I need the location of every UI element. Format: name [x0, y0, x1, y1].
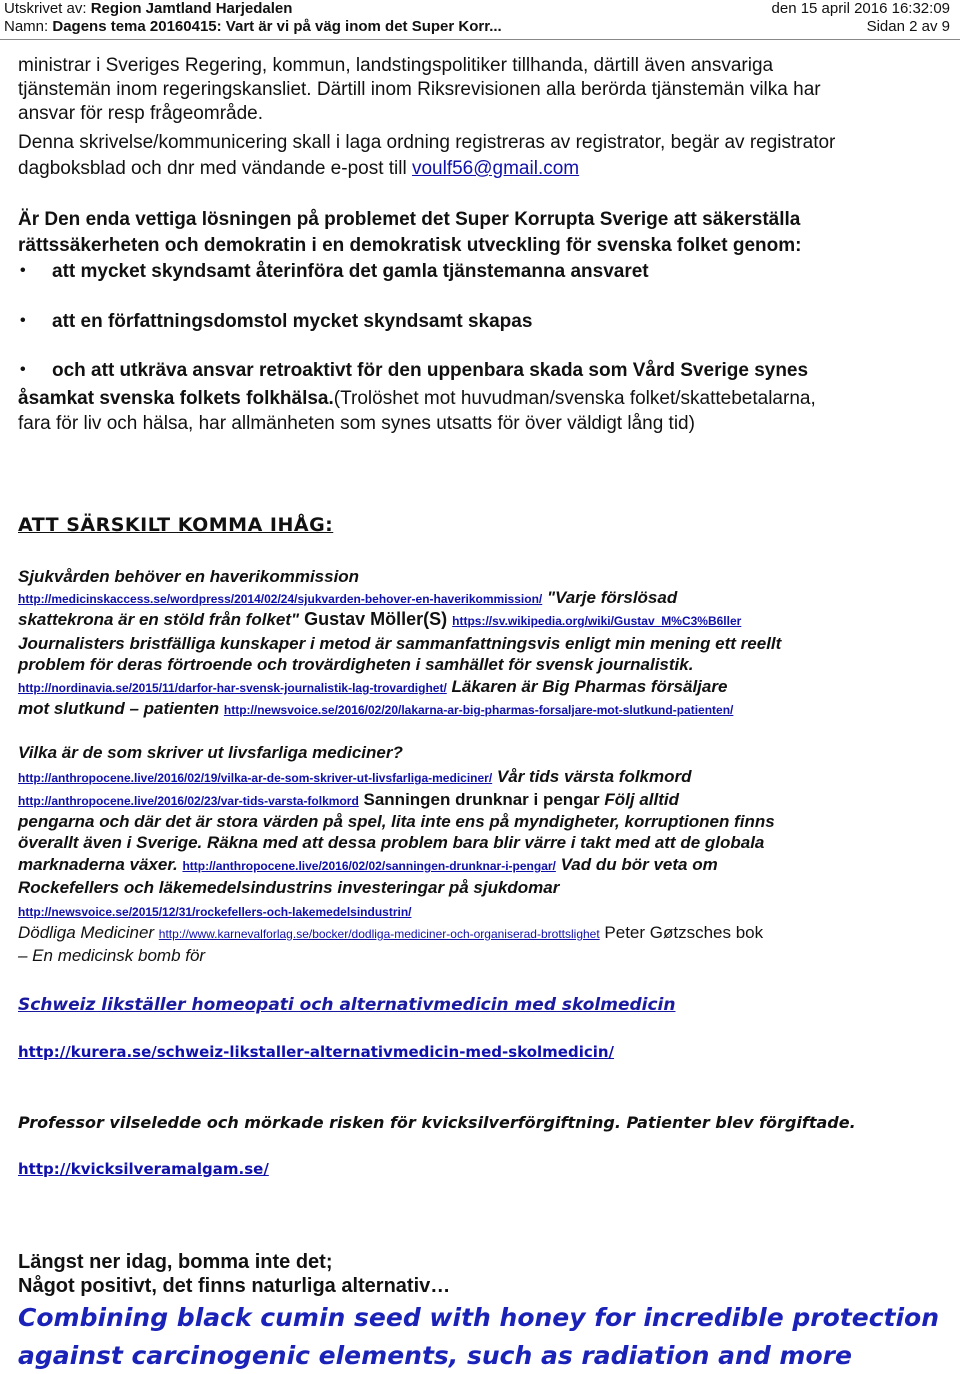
- ref-link[interactable]: http://newsvoice.se/2015/12/31/rockefellers-och-lakemedelsindustrin/: [18, 905, 412, 919]
- ref-link[interactable]: http://anthropocene.live/2016/02/19/vilka-ar-de-som-skriver-ut-livsfarliga-mediciner/: [18, 771, 493, 785]
- intro-text: dagboksblad och dnr med vändande e-post till: [18, 158, 412, 179]
- ref-text: mot slutkund – patienten: [18, 699, 224, 718]
- ref-text: Läkaren är Big Pharmas försäljare: [446, 677, 728, 696]
- ref-line: [18, 766, 692, 787]
- professor-text: Professor vilseledde och mörkade risken för kvicksilverförgiftning. Patienter blev förgiftade.: [18, 1113, 856, 1132]
- bullet-item: och att utkräva ansvar retroaktivt för den uppenbara skada som Vård Sverige synes: [52, 360, 809, 381]
- solution-bold-text: åsamkat svenska folkets folkhälsa.: [18, 388, 334, 409]
- ref-line: [18, 609, 741, 630]
- ref-text: Journalisters bristfälliga kunskaper i metod är sammanfattningsvis enligt min mening ett reellt: [18, 634, 782, 653]
- bullet-item: att en författningsdomstol mycket skyndsamt skapas: [52, 311, 533, 332]
- ref-line: [18, 698, 733, 719]
- printed-by-label: Utskrivet av:: [4, 0, 91, 17]
- ref-line: [18, 923, 763, 943]
- ref-text: Peter Gøtzsches bok: [599, 923, 764, 942]
- print-header-line1: [4, 0, 950, 18]
- page-indicator: Sidan 2 av 9: [866, 18, 950, 35]
- closing-line: Längst ner idag, bomma inte det;: [18, 1251, 333, 1273]
- bullet-icon: •: [20, 262, 26, 279]
- ref-link[interactable]: http://medicinskaccess.se/wordpress/2014/02/24/sjukvarden-behover-en-haverikommission/: [18, 592, 543, 606]
- ref-line: [18, 903, 412, 921]
- ref-author: Gustav Möller(S): [299, 609, 453, 629]
- print-header-line2: [4, 18, 950, 36]
- ref-link[interactable]: https://sv.wikipedia.org/wiki/Gustav_M%C3%B6ller: [452, 614, 742, 628]
- solution-line: [18, 387, 816, 411]
- ref-quote: skattekrona är en stöld från folket": [18, 610, 300, 629]
- name-label: Namn:: [4, 18, 53, 35]
- intro-line: tjänstemän inom regeringskansliet. Därtill inom Riksrevisionen alla berörda tjänstemän vilka har: [18, 79, 821, 100]
- ref-text: Rockefellers och läkemedelsindustrins investeringar på sjukdomar: [18, 878, 560, 897]
- document-name: Dagens tema 20160415: Vart är vi på väg inom det Super Korr...: [52, 18, 502, 35]
- ref-link[interactable]: http://anthropocene.live/2016/02/02/sanningen-drunknar-i-pengar/: [182, 859, 556, 873]
- ref-line: [18, 854, 718, 875]
- ref-line: [18, 789, 679, 810]
- intro-line: [18, 157, 579, 181]
- intro-line: ministrar i Sveriges Regering, kommun, landstingspolitiker tillhanda, därtill även ansvariga: [18, 55, 774, 76]
- ref-line: [18, 587, 677, 608]
- ref-text: Vår tids värsta folkmord: [492, 767, 692, 786]
- print-datetime: den 15 april 2016 16:32:09: [771, 0, 950, 17]
- header-divider: [0, 39, 960, 40]
- ref-line: [18, 676, 727, 697]
- ref-link[interactable]: http://nordinavia.se/2015/11/darfor-har-svensk-journalistik-lag-trovardighet/: [18, 681, 447, 695]
- closing-headline: against carcinogenic elements, such as radiation and more: [18, 1341, 852, 1370]
- ref-text: Vilka är de som skriver ut livsfarliga mediciner?: [18, 743, 403, 762]
- ref-text: Dödliga Mediciner: [18, 923, 159, 942]
- closing-headline: Combining black cumin seed with honey for incredible protection: [18, 1303, 940, 1332]
- solution-line: fara för liv och hälsa, har allmänheten som synes utsatts för över väldigt lång tid): [18, 413, 695, 434]
- ref-text: Följ alltid: [604, 790, 679, 809]
- ref-text: Vad du bör veta om: [555, 855, 718, 874]
- professor-link[interactable]: http://kvicksilveramalgam.se/: [18, 1160, 269, 1178]
- swiss-link[interactable]: http://kurera.se/schweiz-likstaller-alternativmedicin-med-skolmedicin/: [18, 1043, 615, 1061]
- solution-line: rättssäkerheten och demokratin i en demokratisk utveckling för svenska folket genom:: [18, 235, 802, 256]
- ref-text: marknaderna växer.: [18, 855, 183, 874]
- ref-link[interactable]: http://newsvoice.se/2016/02/20/lakarna-ar-big-pharmas-forsaljare-mot-slutkund-patienten/: [223, 703, 734, 717]
- ref-quote: "Varje förslösad: [542, 588, 678, 607]
- closing-line: Något positivt, det finns naturliga alternativ…: [18, 1275, 451, 1297]
- ref-text: Sanningen drunknar i pengar: [358, 790, 605, 809]
- ref-text: – En medicinsk bomb för: [18, 946, 206, 965]
- ref-link[interactable]: http://www.karnevalforlag.se/bocker/dodliga-mediciner-och-organiserad-brottslighet: [158, 927, 600, 941]
- ref-text: pengarna och där det är stora värden på spel, lita inte ens på myndigheter, korruptionen finns: [18, 812, 775, 831]
- ref-text: problem för deras förtroende och trovärdigheten i samhället för svensk journalistik.: [18, 655, 694, 674]
- ref-text: överallt även i Sverige. Räkna med att dessa problem bara blir värre i takt med att de globala: [18, 833, 765, 852]
- ref-link[interactable]: http://anthropocene.live/2016/02/23/var-tids-varsta-folkmord: [18, 794, 359, 808]
- bullet-item: att mycket skyndsamt återinföra det gamla tjänstemanna ansvaret: [52, 261, 649, 282]
- section-heading: ATT SÄRSKILT KOMMA IHÅG:: [18, 514, 334, 536]
- intro-line: Denna skrivelse/kommunicering skall i laga ordning registreras av registrator, begär av registrator: [18, 132, 836, 153]
- solution-line: Är Den enda vettiga lösningen på problemet det Super Korrupta Sverige att säkerställa: [18, 209, 801, 230]
- intro-line: ansvar för resp frågeområde.: [18, 103, 264, 124]
- bullet-icon: •: [20, 361, 26, 378]
- email-link[interactable]: voulf56@gmail.com: [411, 158, 580, 179]
- printed-by: Region Jamtland Harjedalen: [90, 0, 293, 17]
- swiss-title-link[interactable]: Schweiz likställer homeopati och alternativmedicin med skolmedicin: [18, 995, 676, 1015]
- bullet-icon: •: [20, 312, 26, 329]
- solution-text: (Trolöshet mot huvudman/svenska folket/skattebetalarna,: [333, 388, 816, 409]
- ref-title: Sjukvården behöver en haverikommission: [18, 567, 360, 586]
